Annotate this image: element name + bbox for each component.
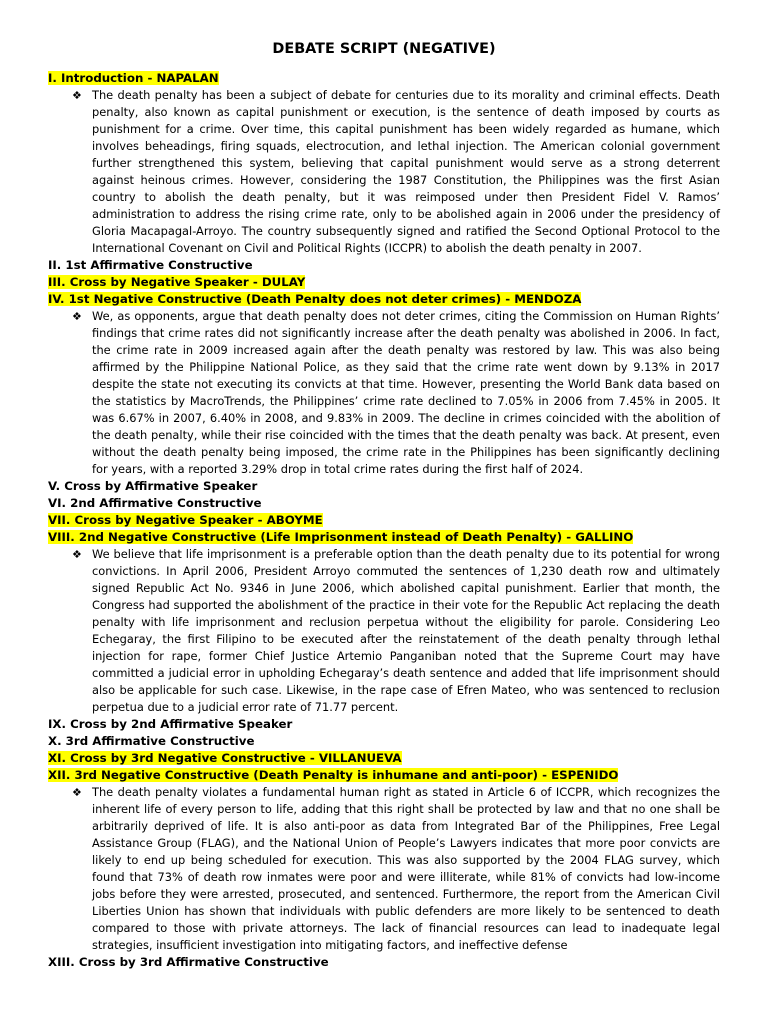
section-heading xyxy=(48,750,720,767)
section-heading xyxy=(48,70,720,87)
sections-container xyxy=(48,70,720,971)
section-heading-text: II. 1st Affirmative Constructive xyxy=(48,258,253,272)
section-heading-text: IX. Cross by 2nd Affirmative Speaker xyxy=(48,717,293,731)
diamond-dots-bullet-icon: ❖ xyxy=(72,89,82,102)
section-heading xyxy=(48,767,720,784)
diamond-dots-bullet-icon: ❖ xyxy=(72,310,82,323)
section-heading xyxy=(48,954,720,971)
section-heading-text: III. Cross by Negative Speaker - DULAY xyxy=(48,275,306,289)
section-heading xyxy=(48,716,720,733)
diamond-dots-bullet-icon: ❖ xyxy=(72,786,82,799)
section-paragraph xyxy=(72,546,720,716)
section-heading-text: V. Cross by Affirmative Speaker xyxy=(48,479,258,493)
section-paragraph-text: We, as opponents, argue that death penalty does not deter crimes, citing the Commission on Human Rights’ findings that crime rates did not significantly increase after the death penalty was abolished in 2006. In fact, the crime rate in 2009 increased again after the death penalty was restored by law. This was also being affirmed by the Philippine National Police, as they said that the crime rate went down by 9.13% in 2017 despite the state not executing its convicts at that time. However, presenting the World Bank data based on the statistics by MacroTrends, the Philippines’ crime rate declined to 7.05% in 2006 from 7.45% in 2005. It was 6.67% in 2007, 6.40% in 2008, and 9.83% in 2009. The decline in crimes coincided with the abolition of the death penalty, while their rise coincided with the times that the death penalty was back. At present, even without the death penalty being imposed, the crime rate in the Philippines has been significantly declining for years, with a reported 3.29% drop in total crime rates during the first half of 2024. xyxy=(92,309,720,476)
section-paragraph xyxy=(72,308,720,478)
section-heading xyxy=(48,495,720,512)
section-heading xyxy=(48,733,720,750)
section-heading xyxy=(48,274,720,291)
section-heading-text: X. 3rd Affirmative Constructive xyxy=(48,734,255,748)
section-heading xyxy=(48,529,720,546)
section-heading-text: VII. Cross by Negative Speaker - ABOYME xyxy=(48,513,323,527)
section-heading-text: XI. Cross by 3rd Negative Constructive - VILLANUEVA xyxy=(48,751,402,765)
section-heading-text: IV. 1st Negative Constructive (Death Penalty does not deter crimes) - MENDOZA xyxy=(48,292,582,306)
section-heading-text: VIII. 2nd Negative Constructive (Life Imprisonment instead of Death Penalty) - GALLINO xyxy=(48,530,634,544)
section-paragraph-text: The death penalty has been a subject of debate for centuries due to its morality and criminal effects. Death penalty, also known as capital punishment or execution, is the sentence of death imposed by courts as punishment for a crime. Over time, this capital punishment has been widely regarded as humane, which involves beheadings, firing squads, electrocution, and lethal injection. The American colonial government further strengthened this system, believing that capital punishment would serve as a strong deterrent against heinous crimes. However, considering the 1987 Constitution, the Philippines was the first Asian country to abolish the death penalty, but it was reimposed under then President Fidel V. Ramos’ administration to address the rising crime rate, only to be abolished again in 2006 under the presidency of Gloria Macapagal-Arroyo. The country subsequently signed and ratified the Second Optional Protocol to the International Covenant on Civil and Political Rights (ICCPR) to abolish the death penalty in 2007. xyxy=(92,88,720,255)
section-paragraph xyxy=(72,87,720,257)
section-heading-text: XIII. Cross by 3rd Affirmative Constructive xyxy=(48,955,329,969)
diamond-dots-bullet-icon: ❖ xyxy=(72,548,82,561)
section-heading-text: VI. 2nd Affirmative Constructive xyxy=(48,496,262,510)
section-heading xyxy=(48,512,720,529)
section-paragraph-text: We believe that life imprisonment is a preferable option than the death penalty due to its potential for wrong convictions. In April 2006, President Arroyo commuted the sentences of 1,230 death row and ultimately signed Republic Act No. 9346 in June 2006, which abolished capital punishment. Earlier that month, the Congress had supported the abolishment of the practice in their vote for the Republic Act replacing the death penalty with life imprisonment and reclusion perpetua without the eligibility for parole. Considering Leo Echegaray, the first Filipino to be executed after the reinstatement of the death penalty through lethal injection for rape, former Chief Justice Artemio Panganiban noted that the Supreme Court may have committed a judicial error in upholding Echegaray’s death sentence and added that life imprisonment should also be applicable for such case. Likewise, in the rape case of Efren Mateo, who was sentenced to reclusion perpetua due to a judicial error rate of 71.77 percent. xyxy=(92,547,720,714)
section-paragraph-text: The death penalty violates a fundamental human right as stated in Article 6 of ICCPR, which recognizes the inherent life of every person to life, adding that this right shall be protected by law and that no one shall be arbitrarily deprived of life. It is also anti-poor as data from Integrated Bar of the Philippines, Free Legal Assistance Group (FLAG), and the National Union of People’s Lawyers indicates that more poor convicts are likely to end up being scheduled for execution. This was also supported by the 2004 FLAG survey, which found that 73% of death row inmates were poor and were illiterate, while 81% of convicts had low-income jobs before they were arrested, prosecuted, and sentenced. Furthermore, the report from the American Civil Liberties Union has shown that individuals with public defenders are more likely to be sentenced to death compared to those with private attorneys. The lack of financial resources can lead to inadequate legal strategies, insufficient investigation into mitigating factors, and ineffective defense xyxy=(92,785,720,952)
section-heading xyxy=(48,478,720,495)
section-heading xyxy=(48,291,720,308)
section-heading-text: XII. 3rd Negative Constructive (Death Penalty is inhumane and anti-poor) - ESPENIDO xyxy=(48,768,619,782)
document-title: DEBATE SCRIPT (NEGATIVE) xyxy=(272,41,496,57)
section-heading-text: I. Introduction - NAPALAN xyxy=(48,71,219,85)
section-paragraph xyxy=(72,784,720,954)
section-heading xyxy=(48,257,720,274)
